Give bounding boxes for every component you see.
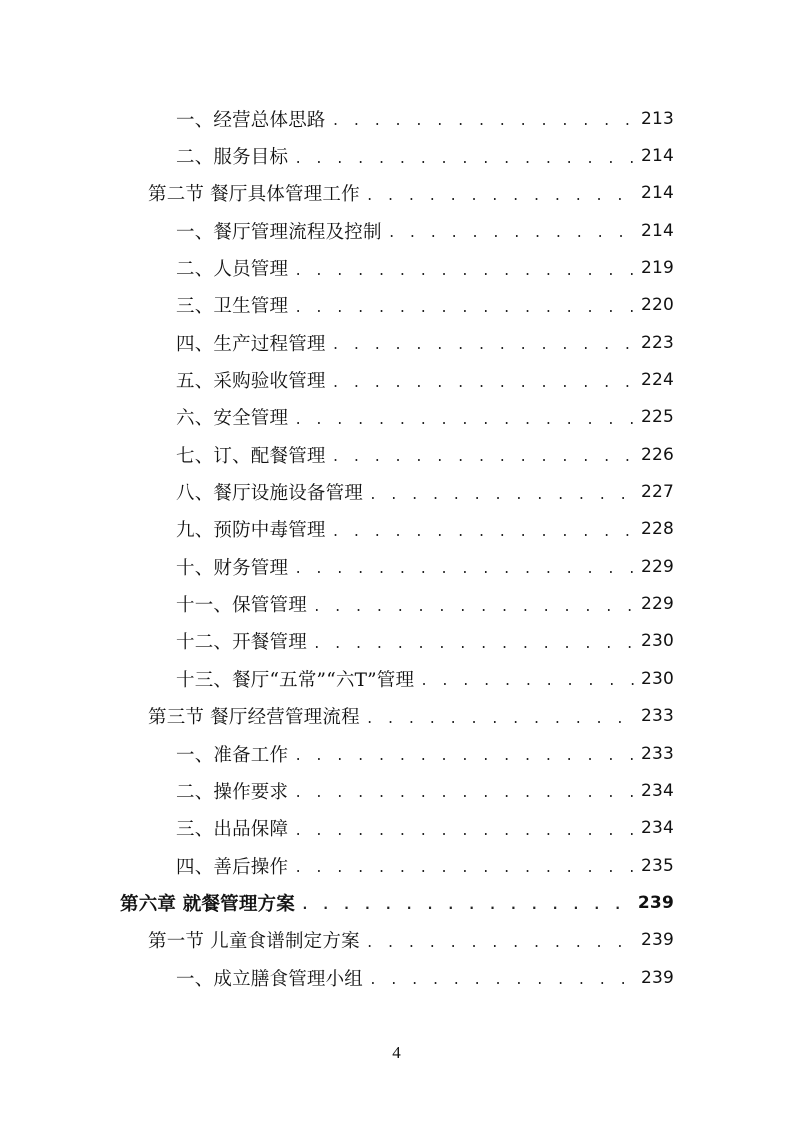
toc-entry-page: 223	[640, 332, 674, 353]
toc-entry[interactable]	[0, 100, 674, 137]
toc-entry[interactable]	[0, 361, 674, 398]
toc-entry-title: 二、服务目标	[176, 147, 289, 169]
toc-entry-page: 233	[640, 706, 674, 727]
toc-entry-page: 233	[640, 743, 674, 764]
toc-entry[interactable]	[0, 511, 674, 548]
page-number: 4	[392, 1043, 401, 1062]
toc-entry-title: 十、财务管理	[176, 557, 289, 579]
toc-entry-title: 第二节 餐厅具体管理工作	[148, 184, 360, 206]
toc-entry-title: 二、人员管理	[176, 259, 289, 281]
toc-entry[interactable]	[0, 847, 674, 884]
toc-entry-page: 239	[640, 967, 674, 988]
toc-section-entry[interactable]	[0, 698, 674, 735]
dot-leader	[294, 824, 637, 839]
toc-entry[interactable]	[0, 436, 674, 473]
toc-section-entry[interactable]	[0, 175, 674, 212]
toc-entry[interactable]	[0, 772, 674, 809]
toc-entry[interactable]	[0, 585, 674, 622]
toc-entry-title: 十三、餐厅“五常”“六T”管理	[176, 669, 415, 691]
dot-leader	[388, 226, 637, 241]
toc-entry-page: 229	[640, 594, 674, 615]
toc-entry[interactable]	[0, 287, 674, 324]
toc-entry-title: 四、善后操作	[176, 856, 289, 878]
toc-entry-page: 230	[640, 631, 674, 652]
dot-leader	[332, 376, 637, 391]
toc-entry-title: 七、订、配餐管理	[176, 445, 326, 467]
toc-entry-page: 235	[640, 855, 674, 876]
dot-leader	[332, 338, 637, 353]
toc-entry-page: 226	[640, 444, 674, 465]
toc-entry-title: 一、餐厅管理流程及控制	[176, 221, 382, 243]
dot-leader	[294, 264, 637, 279]
dot-leader	[294, 861, 637, 876]
toc-entry-page: 234	[640, 780, 674, 801]
toc-entry-page: 224	[640, 370, 674, 391]
toc-entry-page: 234	[640, 818, 674, 839]
toc-entry[interactable]	[0, 324, 674, 361]
toc-entry[interactable]	[0, 212, 674, 249]
toc-entry-title: 一、准备工作	[176, 744, 289, 766]
dot-leader	[294, 562, 637, 577]
toc-entry-title: 第六章 就餐管理方案	[120, 893, 295, 915]
dot-leader	[366, 189, 637, 204]
toc-entry[interactable]	[0, 548, 674, 585]
toc-entry[interactable]	[0, 249, 674, 286]
toc-entry-title: 一、经营总体思路	[176, 109, 326, 131]
toc-entry-page: 214	[640, 183, 674, 204]
toc-entry-page: 229	[640, 556, 674, 577]
toc-entry-title: 一、成立膳食管理小组	[176, 968, 364, 990]
toc-entry-page: 219	[640, 258, 674, 279]
dot-leader	[294, 786, 637, 801]
toc-entry[interactable]	[0, 959, 674, 996]
toc-entry-page: 213	[640, 108, 674, 129]
dot-leader	[369, 973, 637, 988]
toc-entry-page: 239	[640, 930, 674, 951]
toc-entry-title: 十一、保管管理	[176, 595, 307, 617]
dot-leader	[294, 413, 637, 428]
toc-entry-title: 三、出品保障	[176, 819, 289, 841]
toc-entry[interactable]	[0, 399, 674, 436]
dot-leader	[369, 488, 637, 503]
toc-entry-title: 第三节 餐厅经营管理流程	[148, 707, 360, 729]
toc-entry-title: 三、卫生管理	[176, 296, 289, 318]
dot-leader	[301, 898, 634, 913]
toc-entry[interactable]	[0, 735, 674, 772]
toc-entry-page: 230	[640, 668, 674, 689]
toc-entry-page: 227	[640, 482, 674, 503]
dot-leader	[420, 674, 637, 689]
toc-entry[interactable]	[0, 473, 674, 510]
toc-entry[interactable]	[0, 810, 674, 847]
toc-entry-page: 225	[640, 407, 674, 428]
toc-entry-title: 五、采购验收管理	[176, 371, 326, 393]
toc-entry[interactable]	[0, 137, 674, 174]
toc-section-entry[interactable]	[0, 922, 674, 959]
toc-entry-page: 239	[637, 892, 674, 913]
dot-leader	[313, 600, 637, 615]
toc-chapter-entry[interactable]	[0, 884, 674, 921]
dot-leader	[294, 152, 637, 167]
toc-entry-page: 214	[640, 146, 674, 167]
toc-entry-title: 九、预防中毒管理	[176, 520, 326, 542]
dot-leader	[332, 114, 637, 129]
toc-entry-title: 第一节 儿童食谱制定方案	[148, 931, 360, 953]
toc-entry[interactable]	[0, 623, 674, 660]
table-of-contents	[0, 100, 793, 996]
toc-entry-page: 214	[640, 220, 674, 241]
toc-entry-title: 六、安全管理	[176, 408, 289, 430]
toc-entry-title: 八、餐厅设施设备管理	[176, 483, 364, 505]
dot-leader	[366, 936, 637, 951]
toc-entry-title: 二、操作要求	[176, 781, 289, 803]
dot-leader	[332, 450, 637, 465]
toc-entry-page: 228	[640, 519, 674, 540]
dot-leader	[294, 749, 637, 764]
toc-entry-page: 220	[640, 295, 674, 316]
toc-entry[interactable]	[0, 660, 674, 697]
toc-entry-title: 四、生产过程管理	[176, 333, 326, 355]
toc-entry-title: 十二、开餐管理	[176, 632, 307, 654]
dot-leader	[313, 637, 637, 652]
dot-leader	[294, 301, 637, 316]
dot-leader	[332, 525, 637, 540]
dot-leader	[366, 712, 637, 727]
